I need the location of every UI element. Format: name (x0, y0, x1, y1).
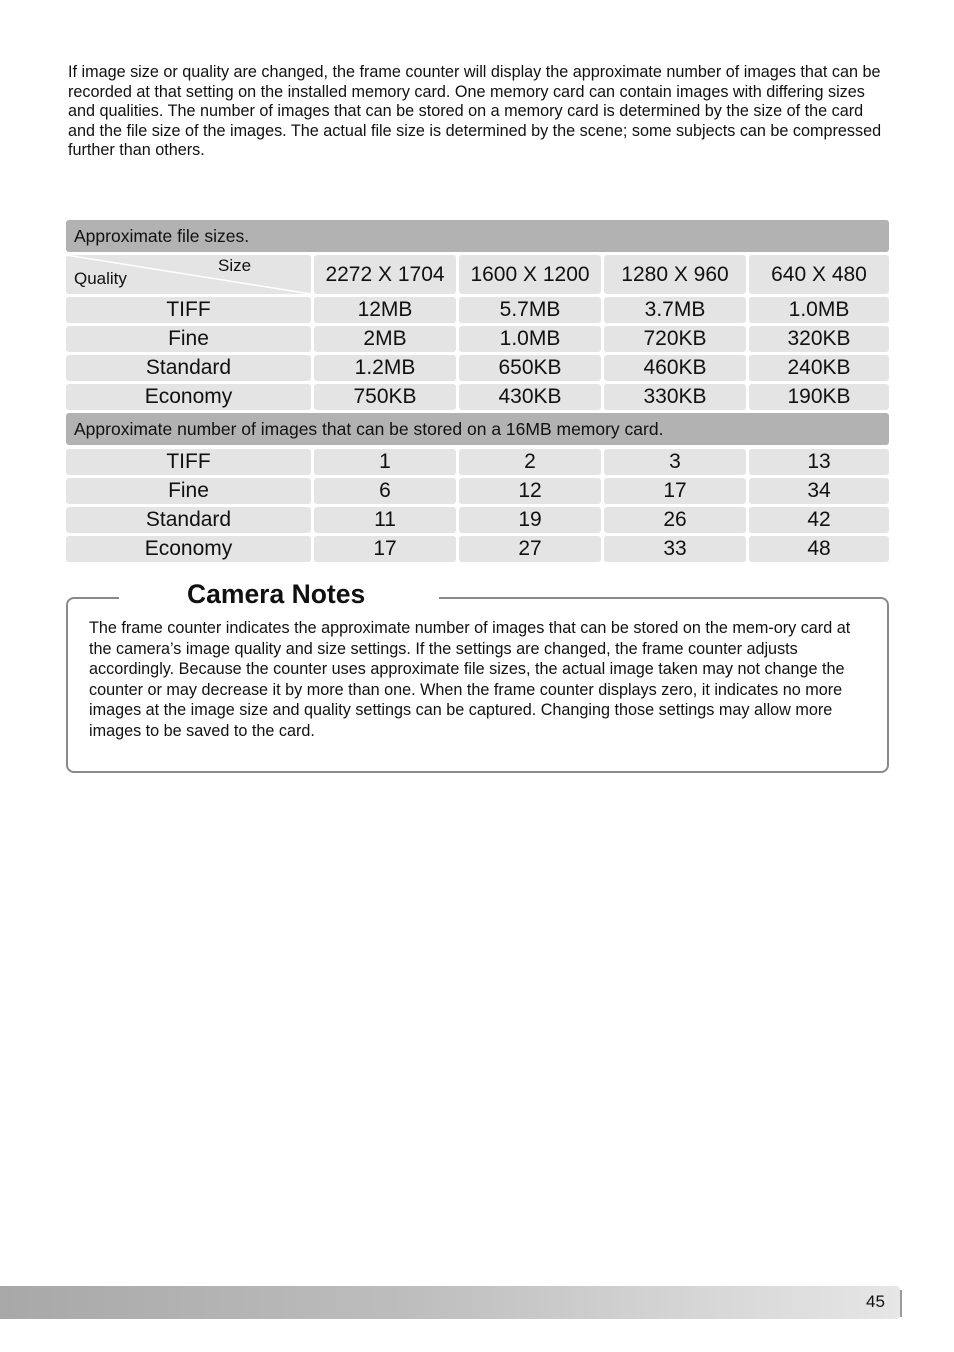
table-row (66, 384, 889, 410)
table-cell: 320KB (749, 326, 889, 352)
table-cell: 460KB (604, 355, 746, 381)
size-axis-label: Size (218, 256, 252, 275)
footer-bar (0, 1286, 900, 1319)
quality-label: Standard (66, 507, 311, 533)
table-cell: 34 (749, 478, 889, 504)
camera-notes-title: Camera Notes (187, 579, 366, 609)
quality-axis-label: Quality (74, 269, 127, 288)
table-cell: 13 (749, 449, 889, 475)
table-cell: 720KB (604, 326, 746, 352)
table-cell: 240KB (749, 355, 889, 381)
quality-label: Economy (66, 536, 311, 562)
quality-label: Standard (66, 355, 311, 381)
camera-notes-body: The frame counter indicates the approximate number of images that can be stored on the mem-ory card at the camera’s image quality and size settings. If the settings are changed, the frame counter adjusts accordingly. Because the counter uses approximate file sizes, the actual image taken may not change the counter or may decrease it by more than one. When the frame counter displays zero, it indicates no more images at the image size and quality settings can be captured. Changing those settings may allow more images to be saved to the card. (89, 619, 851, 740)
table-cell: 1.0MB (459, 326, 601, 352)
table-cell: 650KB (459, 355, 601, 381)
table-cell: 750KB (314, 384, 456, 410)
column-header: 2272 X 1704 (314, 255, 456, 294)
table-cell: 48 (749, 536, 889, 562)
table-cell: 12 (459, 478, 601, 504)
table-cell: 2MB (314, 326, 456, 352)
table-cell: 17 (314, 536, 456, 562)
table-row (66, 449, 889, 475)
table-cell: 42 (749, 507, 889, 533)
table-cell: 12MB (314, 297, 456, 323)
file-size-table (66, 220, 889, 410)
table-cell: 6 (314, 478, 456, 504)
table-row (66, 326, 889, 352)
table-row (66, 536, 889, 562)
quality-label: Economy (66, 384, 311, 410)
table-cell: 5.7MB (459, 297, 601, 323)
table-cell: 430KB (459, 384, 601, 410)
table-row (66, 507, 889, 533)
quality-label: TIFF (66, 449, 311, 475)
intro-paragraph: If image size or quality are changed, the frame counter will display the approximate number of images that can be recorded at that setting on the installed memory card. One memory card can contain images with differing sizes and qualities. The number of images that can be stored on a memory card is determined by the size of the card and the file size of the images. The actual file size is determined by the scene; some subjects can be compressed further than others. (68, 63, 882, 159)
table-cell: 3.7MB (604, 297, 746, 323)
file-size-table-title: Approximate file sizes. (66, 220, 889, 252)
table-cell: 1.2MB (314, 355, 456, 381)
table-row (66, 478, 889, 504)
size-quality-corner-cell (66, 255, 311, 294)
table-cell: 330KB (604, 384, 746, 410)
quality-label: Fine (66, 478, 311, 504)
table-cell: 190KB (749, 384, 889, 410)
image-count-table-title: Approximate number of images that can be stored on a 16MB memory card. (66, 413, 889, 445)
column-header: 640 X 480 (749, 255, 889, 294)
page-number: 45 (866, 1292, 885, 1311)
column-header: 1600 X 1200 (459, 255, 601, 294)
table-cell: 27 (459, 536, 601, 562)
table-cell: 33 (604, 536, 746, 562)
table-header-row (66, 255, 889, 294)
table-cell: 3 (604, 449, 746, 475)
table-cell: 17 (604, 478, 746, 504)
table-cell: 2 (459, 449, 601, 475)
table-cell: 26 (604, 507, 746, 533)
quality-label: TIFF (66, 297, 311, 323)
page-number-divider (900, 1290, 902, 1317)
table-row (66, 297, 889, 323)
table-cell: 11 (314, 507, 456, 533)
table-cell: 1.0MB (749, 297, 889, 323)
table-row (66, 355, 889, 381)
table-cell: 1 (314, 449, 456, 475)
column-header: 1280 X 960 (604, 255, 746, 294)
table-cell: 19 (459, 507, 601, 533)
image-count-table (66, 413, 889, 562)
quality-label: Fine (66, 326, 311, 352)
